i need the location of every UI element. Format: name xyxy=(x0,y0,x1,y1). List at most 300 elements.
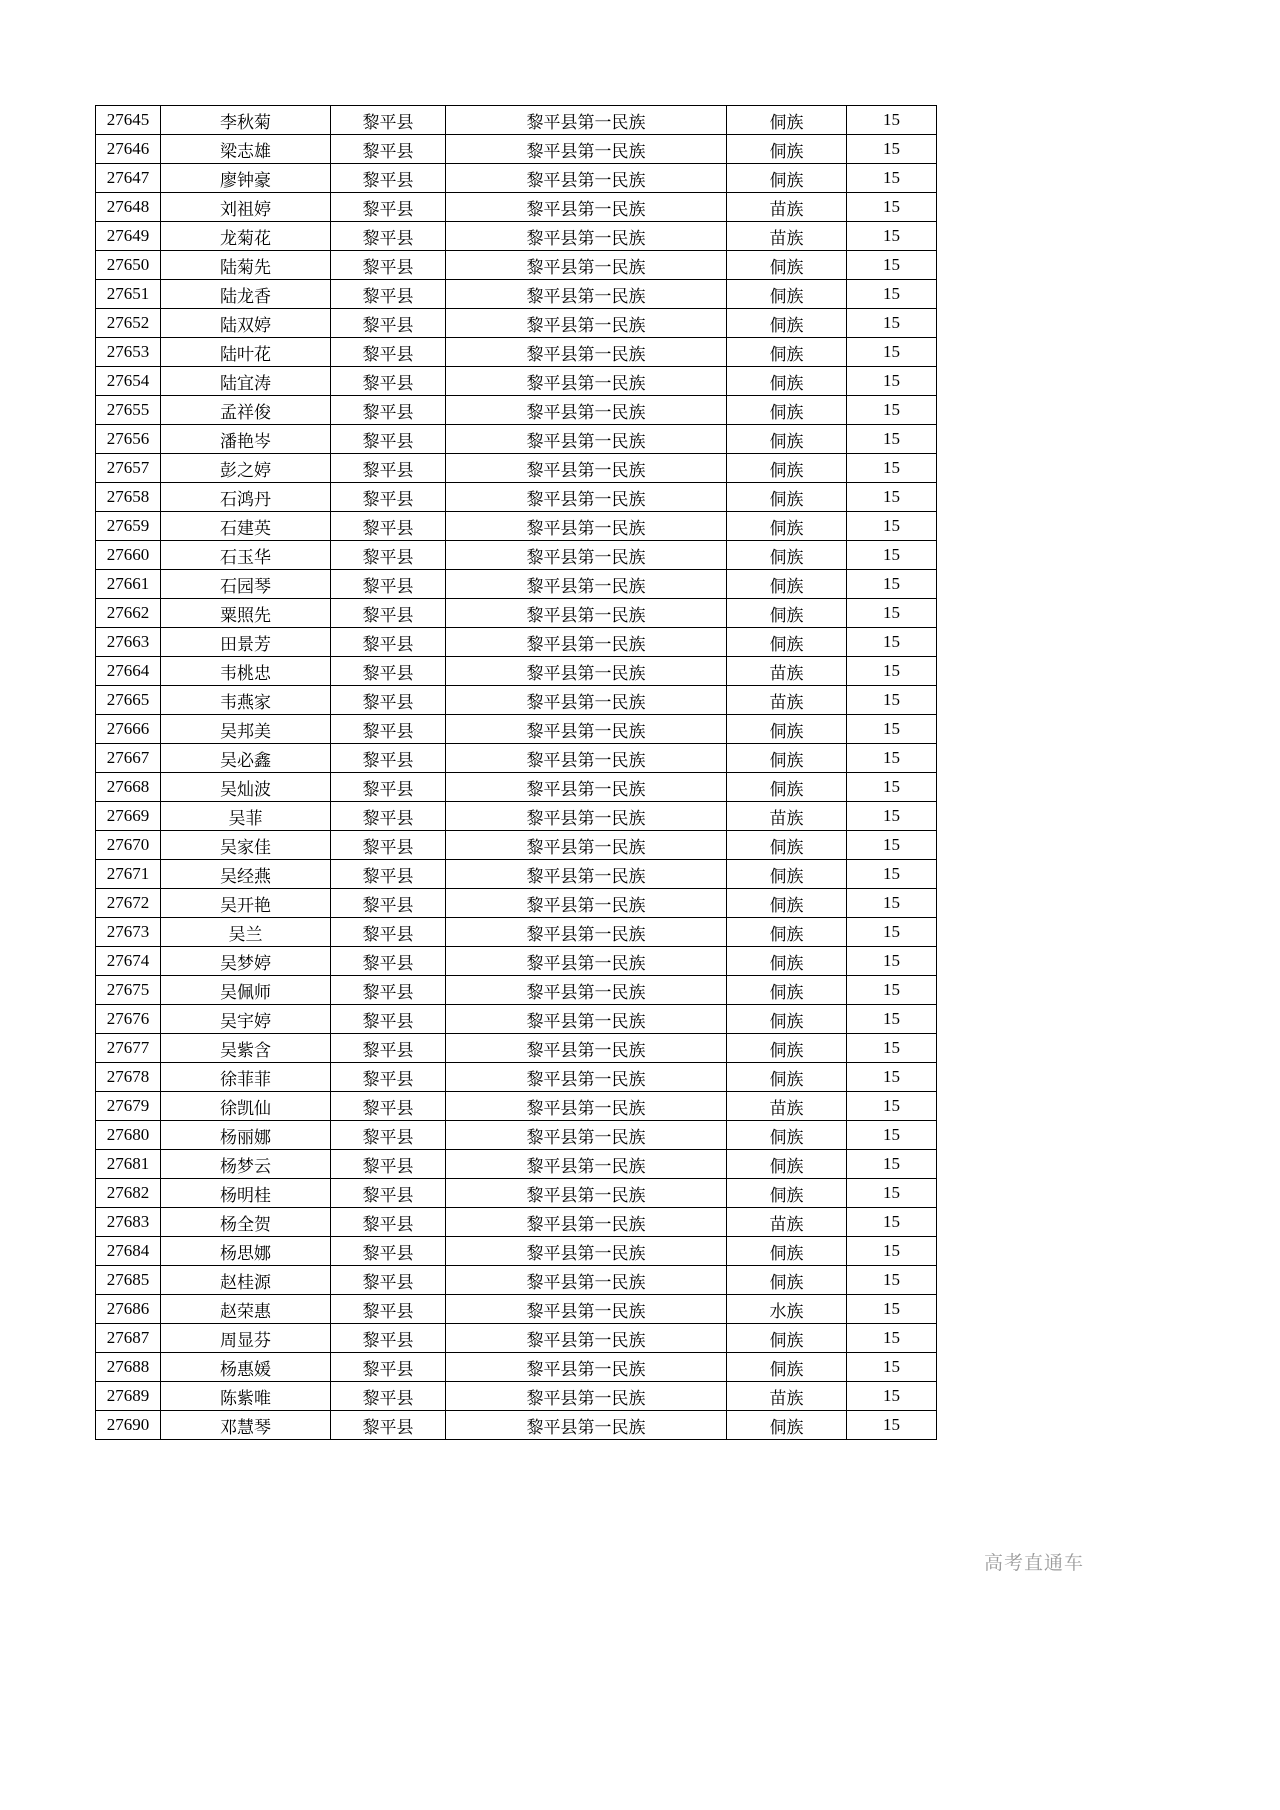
cell-id: 27645 xyxy=(96,106,161,135)
cell-name: 陆双婷 xyxy=(161,309,331,338)
cell-name: 吴紫含 xyxy=(161,1034,331,1063)
cell-county: 黎平县 xyxy=(331,1092,446,1121)
cell-county: 黎平县 xyxy=(331,918,446,947)
cell-name: 粟照先 xyxy=(161,599,331,628)
cell-id: 27674 xyxy=(96,947,161,976)
cell-id: 27647 xyxy=(96,164,161,193)
cell-school: 黎平县第一民族 xyxy=(446,831,727,860)
cell-name: 陈紫唯 xyxy=(161,1382,331,1411)
table-row xyxy=(96,1382,937,1411)
cell-id: 27675 xyxy=(96,976,161,1005)
cell-id: 27658 xyxy=(96,483,161,512)
cell-ethnicity: 侗族 xyxy=(727,251,847,280)
cell-name: 石鸿丹 xyxy=(161,483,331,512)
cell-name: 石园琴 xyxy=(161,570,331,599)
table-row xyxy=(96,454,937,483)
cell-name: 梁志雄 xyxy=(161,135,331,164)
cell-score: 15 xyxy=(847,1034,937,1063)
cell-ethnicity: 侗族 xyxy=(727,570,847,599)
cell-county: 黎平县 xyxy=(331,715,446,744)
cell-school: 黎平县第一民族 xyxy=(446,396,727,425)
cell-score: 15 xyxy=(847,1150,937,1179)
cell-id: 27651 xyxy=(96,280,161,309)
cell-id: 27670 xyxy=(96,831,161,860)
cell-county: 黎平县 xyxy=(331,1208,446,1237)
cell-id: 27685 xyxy=(96,1266,161,1295)
cell-score: 15 xyxy=(847,1179,937,1208)
cell-school: 黎平县第一民族 xyxy=(446,686,727,715)
cell-school: 黎平县第一民族 xyxy=(446,1295,727,1324)
cell-school: 黎平县第一民族 xyxy=(446,193,727,222)
cell-school: 黎平县第一民族 xyxy=(446,1353,727,1382)
cell-id: 27682 xyxy=(96,1179,161,1208)
cell-name: 徐凯仙 xyxy=(161,1092,331,1121)
cell-ethnicity: 侗族 xyxy=(727,367,847,396)
cell-id: 27681 xyxy=(96,1150,161,1179)
cell-id: 27673 xyxy=(96,918,161,947)
cell-ethnicity: 侗族 xyxy=(727,1005,847,1034)
cell-name: 杨惠媛 xyxy=(161,1353,331,1382)
table-row xyxy=(96,657,937,686)
cell-name: 石玉华 xyxy=(161,541,331,570)
cell-name: 杨明桂 xyxy=(161,1179,331,1208)
cell-id: 27653 xyxy=(96,338,161,367)
cell-id: 27683 xyxy=(96,1208,161,1237)
table-row xyxy=(96,744,937,773)
cell-score: 15 xyxy=(847,1063,937,1092)
table-row xyxy=(96,280,937,309)
cell-score: 15 xyxy=(847,309,937,338)
cell-county: 黎平县 xyxy=(331,367,446,396)
cell-score: 15 xyxy=(847,1266,937,1295)
cell-id: 27689 xyxy=(96,1382,161,1411)
cell-county: 黎平县 xyxy=(331,976,446,1005)
cell-ethnicity: 侗族 xyxy=(727,425,847,454)
cell-score: 15 xyxy=(847,106,937,135)
cell-ethnicity: 侗族 xyxy=(727,309,847,338)
cell-ethnicity: 侗族 xyxy=(727,1150,847,1179)
cell-name: 杨梦云 xyxy=(161,1150,331,1179)
cell-county: 黎平县 xyxy=(331,193,446,222)
cell-county: 黎平县 xyxy=(331,1150,446,1179)
cell-county: 黎平县 xyxy=(331,657,446,686)
cell-ethnicity: 侗族 xyxy=(727,1266,847,1295)
table-row xyxy=(96,773,937,802)
cell-score: 15 xyxy=(847,193,937,222)
cell-score: 15 xyxy=(847,831,937,860)
cell-score: 15 xyxy=(847,280,937,309)
cell-score: 15 xyxy=(847,773,937,802)
cell-school: 黎平县第一民族 xyxy=(446,338,727,367)
table-row xyxy=(96,1237,937,1266)
table-row xyxy=(96,715,937,744)
cell-ethnicity: 侗族 xyxy=(727,831,847,860)
cell-ethnicity: 苗族 xyxy=(727,802,847,831)
table-row xyxy=(96,483,937,512)
cell-county: 黎平县 xyxy=(331,744,446,773)
cell-school: 黎平县第一民族 xyxy=(446,773,727,802)
cell-score: 15 xyxy=(847,628,937,657)
student-roster-table-body xyxy=(96,106,937,1440)
cell-id: 27646 xyxy=(96,135,161,164)
table-row xyxy=(96,1179,937,1208)
cell-id: 27649 xyxy=(96,222,161,251)
cell-id: 27648 xyxy=(96,193,161,222)
cell-id: 27690 xyxy=(96,1411,161,1440)
cell-score: 15 xyxy=(847,802,937,831)
cell-ethnicity: 侗族 xyxy=(727,1063,847,1092)
cell-id: 27662 xyxy=(96,599,161,628)
cell-name: 吴菲 xyxy=(161,802,331,831)
cell-name: 彭之婷 xyxy=(161,454,331,483)
cell-county: 黎平县 xyxy=(331,1063,446,1092)
cell-school: 黎平县第一民族 xyxy=(446,1063,727,1092)
cell-name: 赵桂源 xyxy=(161,1266,331,1295)
cell-score: 15 xyxy=(847,744,937,773)
cell-ethnicity: 侗族 xyxy=(727,512,847,541)
cell-id: 27650 xyxy=(96,251,161,280)
cell-score: 15 xyxy=(847,396,937,425)
cell-school: 黎平县第一民族 xyxy=(446,1208,727,1237)
cell-score: 15 xyxy=(847,425,937,454)
cell-name: 徐菲菲 xyxy=(161,1063,331,1092)
cell-county: 黎平县 xyxy=(331,947,446,976)
cell-ethnicity: 苗族 xyxy=(727,1382,847,1411)
cell-school: 黎平县第一民族 xyxy=(446,164,727,193)
cell-county: 黎平县 xyxy=(331,1411,446,1440)
cell-county: 黎平县 xyxy=(331,425,446,454)
cell-name: 吴兰 xyxy=(161,918,331,947)
cell-id: 27652 xyxy=(96,309,161,338)
cell-score: 15 xyxy=(847,889,937,918)
cell-name: 吴家佳 xyxy=(161,831,331,860)
cell-name: 吴佩师 xyxy=(161,976,331,1005)
cell-id: 27663 xyxy=(96,628,161,657)
cell-ethnicity: 侗族 xyxy=(727,744,847,773)
table-row xyxy=(96,338,937,367)
cell-ethnicity: 侗族 xyxy=(727,860,847,889)
cell-name: 刘祖婷 xyxy=(161,193,331,222)
table-row xyxy=(96,570,937,599)
watermark-text: 高考直通车 xyxy=(983,1553,1084,1574)
cell-school: 黎平县第一民族 xyxy=(446,715,727,744)
cell-id: 27655 xyxy=(96,396,161,425)
cell-name: 陆菊先 xyxy=(161,251,331,280)
cell-school: 黎平县第一民族 xyxy=(446,135,727,164)
cell-score: 15 xyxy=(847,1208,937,1237)
cell-name: 陆叶花 xyxy=(161,338,331,367)
cell-county: 黎平县 xyxy=(331,222,446,251)
table-row xyxy=(96,1121,937,1150)
cell-id: 27668 xyxy=(96,773,161,802)
cell-county: 黎平县 xyxy=(331,396,446,425)
cell-score: 15 xyxy=(847,1353,937,1382)
cell-school: 黎平县第一民族 xyxy=(446,1121,727,1150)
cell-school: 黎平县第一民族 xyxy=(446,889,727,918)
cell-county: 黎平县 xyxy=(331,1121,446,1150)
cell-school: 黎平县第一民族 xyxy=(446,541,727,570)
table-row xyxy=(96,193,937,222)
cell-id: 27684 xyxy=(96,1237,161,1266)
cell-county: 黎平县 xyxy=(331,1266,446,1295)
cell-school: 黎平县第一民族 xyxy=(446,1092,727,1121)
cell-score: 15 xyxy=(847,947,937,976)
cell-county: 黎平县 xyxy=(331,1237,446,1266)
cell-name: 石建英 xyxy=(161,512,331,541)
cell-score: 15 xyxy=(847,367,937,396)
cell-score: 15 xyxy=(847,715,937,744)
cell-score: 15 xyxy=(847,1324,937,1353)
cell-ethnicity: 水族 xyxy=(727,1295,847,1324)
table-row xyxy=(96,1034,937,1063)
cell-ethnicity: 侗族 xyxy=(727,454,847,483)
cell-id: 27679 xyxy=(96,1092,161,1121)
cell-school: 黎平县第一民族 xyxy=(446,1382,727,1411)
table-row xyxy=(96,860,937,889)
cell-county: 黎平县 xyxy=(331,454,446,483)
cell-name: 韦桃忠 xyxy=(161,657,331,686)
cell-school: 黎平县第一民族 xyxy=(446,860,727,889)
table-row xyxy=(96,1208,937,1237)
cell-id: 27669 xyxy=(96,802,161,831)
cell-school: 黎平县第一民族 xyxy=(446,280,727,309)
cell-id: 27665 xyxy=(96,686,161,715)
cell-county: 黎平县 xyxy=(331,1005,446,1034)
cell-id: 27680 xyxy=(96,1121,161,1150)
cell-county: 黎平县 xyxy=(331,309,446,338)
cell-score: 15 xyxy=(847,599,937,628)
cell-ethnicity: 侗族 xyxy=(727,889,847,918)
table-row xyxy=(96,628,937,657)
table-row xyxy=(96,1353,937,1382)
cell-ethnicity: 侗族 xyxy=(727,715,847,744)
cell-county: 黎平县 xyxy=(331,338,446,367)
cell-school: 黎平县第一民族 xyxy=(446,1179,727,1208)
cell-name: 吴灿波 xyxy=(161,773,331,802)
cell-county: 黎平县 xyxy=(331,1179,446,1208)
cell-name: 陆龙香 xyxy=(161,280,331,309)
cell-school: 黎平县第一民族 xyxy=(446,1237,727,1266)
cell-name: 邓慧琴 xyxy=(161,1411,331,1440)
cell-score: 15 xyxy=(847,976,937,1005)
cell-ethnicity: 侗族 xyxy=(727,164,847,193)
cell-ethnicity: 侗族 xyxy=(727,1179,847,1208)
cell-ethnicity: 侗族 xyxy=(727,1237,847,1266)
cell-id: 27657 xyxy=(96,454,161,483)
cell-score: 15 xyxy=(847,657,937,686)
cell-name: 龙菊花 xyxy=(161,222,331,251)
cell-score: 15 xyxy=(847,512,937,541)
cell-name: 廖钟豪 xyxy=(161,164,331,193)
cell-ethnicity: 侗族 xyxy=(727,1034,847,1063)
cell-id: 27654 xyxy=(96,367,161,396)
cell-ethnicity: 侗族 xyxy=(727,1121,847,1150)
cell-score: 15 xyxy=(847,1411,937,1440)
cell-name: 吴开艳 xyxy=(161,889,331,918)
cell-county: 黎平县 xyxy=(331,483,446,512)
table-row xyxy=(96,1324,937,1353)
cell-name: 赵荣惠 xyxy=(161,1295,331,1324)
cell-school: 黎平县第一民族 xyxy=(446,483,727,512)
cell-id: 27687 xyxy=(96,1324,161,1353)
table-row xyxy=(96,947,937,976)
cell-score: 15 xyxy=(847,1295,937,1324)
cell-ethnicity: 侗族 xyxy=(727,338,847,367)
cell-ethnicity: 侗族 xyxy=(727,773,847,802)
table-row xyxy=(96,1063,937,1092)
cell-ethnicity: 侗族 xyxy=(727,1353,847,1382)
table-row xyxy=(96,135,937,164)
table-row xyxy=(96,367,937,396)
cell-name: 吴宇婷 xyxy=(161,1005,331,1034)
table-row xyxy=(96,1295,937,1324)
student-roster-table xyxy=(95,105,937,1440)
cell-score: 15 xyxy=(847,860,937,889)
cell-school: 黎平县第一民族 xyxy=(446,222,727,251)
cell-county: 黎平县 xyxy=(331,570,446,599)
table-row xyxy=(96,541,937,570)
cell-name: 陆宜涛 xyxy=(161,367,331,396)
cell-ethnicity: 侗族 xyxy=(727,135,847,164)
cell-score: 15 xyxy=(847,1382,937,1411)
cell-id: 27666 xyxy=(96,715,161,744)
cell-ethnicity: 侗族 xyxy=(727,483,847,512)
cell-county: 黎平县 xyxy=(331,860,446,889)
table-row xyxy=(96,396,937,425)
cell-school: 黎平县第一民族 xyxy=(446,251,727,280)
table-row xyxy=(96,686,937,715)
table-row xyxy=(96,1092,937,1121)
cell-county: 黎平县 xyxy=(331,802,446,831)
cell-score: 15 xyxy=(847,483,937,512)
cell-name: 杨丽娜 xyxy=(161,1121,331,1150)
cell-county: 黎平县 xyxy=(331,1382,446,1411)
cell-county: 黎平县 xyxy=(331,135,446,164)
table-row xyxy=(96,889,937,918)
cell-name: 杨全贺 xyxy=(161,1208,331,1237)
cell-school: 黎平县第一民族 xyxy=(446,1034,727,1063)
cell-id: 27676 xyxy=(96,1005,161,1034)
cell-school: 黎平县第一民族 xyxy=(446,425,727,454)
cell-score: 15 xyxy=(847,1121,937,1150)
cell-name: 韦燕家 xyxy=(161,686,331,715)
cell-county: 黎平县 xyxy=(331,541,446,570)
cell-score: 15 xyxy=(847,541,937,570)
cell-id: 27667 xyxy=(96,744,161,773)
cell-ethnicity: 侗族 xyxy=(727,599,847,628)
cell-school: 黎平县第一民族 xyxy=(446,454,727,483)
cell-ethnicity: 侗族 xyxy=(727,106,847,135)
cell-county: 黎平县 xyxy=(331,1295,446,1324)
cell-score: 15 xyxy=(847,164,937,193)
cell-school: 黎平县第一民族 xyxy=(446,1005,727,1034)
cell-name: 李秋菊 xyxy=(161,106,331,135)
cell-ethnicity: 侗族 xyxy=(727,541,847,570)
table-row xyxy=(96,831,937,860)
cell-county: 黎平县 xyxy=(331,106,446,135)
cell-score: 15 xyxy=(847,222,937,251)
table-row xyxy=(96,1266,937,1295)
cell-name: 吴梦婷 xyxy=(161,947,331,976)
cell-county: 黎平县 xyxy=(331,251,446,280)
cell-school: 黎平县第一民族 xyxy=(446,367,727,396)
cell-county: 黎平县 xyxy=(331,628,446,657)
cell-name: 吴经燕 xyxy=(161,860,331,889)
table-row xyxy=(96,425,937,454)
cell-score: 15 xyxy=(847,686,937,715)
table-row xyxy=(96,802,937,831)
table-row xyxy=(96,106,937,135)
cell-score: 15 xyxy=(847,1092,937,1121)
cell-id: 27688 xyxy=(96,1353,161,1382)
cell-id: 27660 xyxy=(96,541,161,570)
table-row xyxy=(96,976,937,1005)
cell-name: 吴必鑫 xyxy=(161,744,331,773)
cell-county: 黎平县 xyxy=(331,1353,446,1382)
table-row xyxy=(96,512,937,541)
cell-name: 潘艳岑 xyxy=(161,425,331,454)
cell-name: 吴邦美 xyxy=(161,715,331,744)
cell-id: 27672 xyxy=(96,889,161,918)
cell-score: 15 xyxy=(847,570,937,599)
cell-id: 27656 xyxy=(96,425,161,454)
cell-ethnicity: 侗族 xyxy=(727,628,847,657)
cell-county: 黎平县 xyxy=(331,773,446,802)
cell-county: 黎平县 xyxy=(331,280,446,309)
cell-ethnicity: 侗族 xyxy=(727,976,847,1005)
cell-name: 田景芳 xyxy=(161,628,331,657)
cell-name: 杨思娜 xyxy=(161,1237,331,1266)
cell-ethnicity: 苗族 xyxy=(727,657,847,686)
cell-school: 黎平县第一民族 xyxy=(446,1266,727,1295)
cell-id: 27661 xyxy=(96,570,161,599)
cell-name: 孟祥俊 xyxy=(161,396,331,425)
cell-score: 15 xyxy=(847,251,937,280)
cell-ethnicity: 侗族 xyxy=(727,396,847,425)
cell-id: 27671 xyxy=(96,860,161,889)
cell-county: 黎平县 xyxy=(331,164,446,193)
cell-county: 黎平县 xyxy=(331,1034,446,1063)
cell-ethnicity: 侗族 xyxy=(727,1324,847,1353)
cell-name: 周显芬 xyxy=(161,1324,331,1353)
cell-ethnicity: 侗族 xyxy=(727,1411,847,1440)
cell-ethnicity: 苗族 xyxy=(727,1092,847,1121)
cell-id: 27659 xyxy=(96,512,161,541)
cell-school: 黎平县第一民族 xyxy=(446,918,727,947)
table-row xyxy=(96,251,937,280)
cell-county: 黎平县 xyxy=(331,599,446,628)
table-row xyxy=(96,309,937,338)
cell-school: 黎平县第一民族 xyxy=(446,802,727,831)
cell-school: 黎平县第一民族 xyxy=(446,744,727,773)
cell-ethnicity: 苗族 xyxy=(727,1208,847,1237)
cell-score: 15 xyxy=(847,1005,937,1034)
table-row xyxy=(96,1005,937,1034)
cell-school: 黎平县第一民族 xyxy=(446,1411,727,1440)
cell-county: 黎平县 xyxy=(331,831,446,860)
table-row xyxy=(96,1150,937,1179)
cell-id: 27677 xyxy=(96,1034,161,1063)
table-row xyxy=(96,1411,937,1440)
cell-score: 15 xyxy=(847,918,937,947)
cell-school: 黎平县第一民族 xyxy=(446,106,727,135)
table-row xyxy=(96,164,937,193)
cell-ethnicity: 侗族 xyxy=(727,280,847,309)
cell-score: 15 xyxy=(847,338,937,367)
cell-school: 黎平县第一民族 xyxy=(446,628,727,657)
table-row xyxy=(96,599,937,628)
cell-score: 15 xyxy=(847,454,937,483)
